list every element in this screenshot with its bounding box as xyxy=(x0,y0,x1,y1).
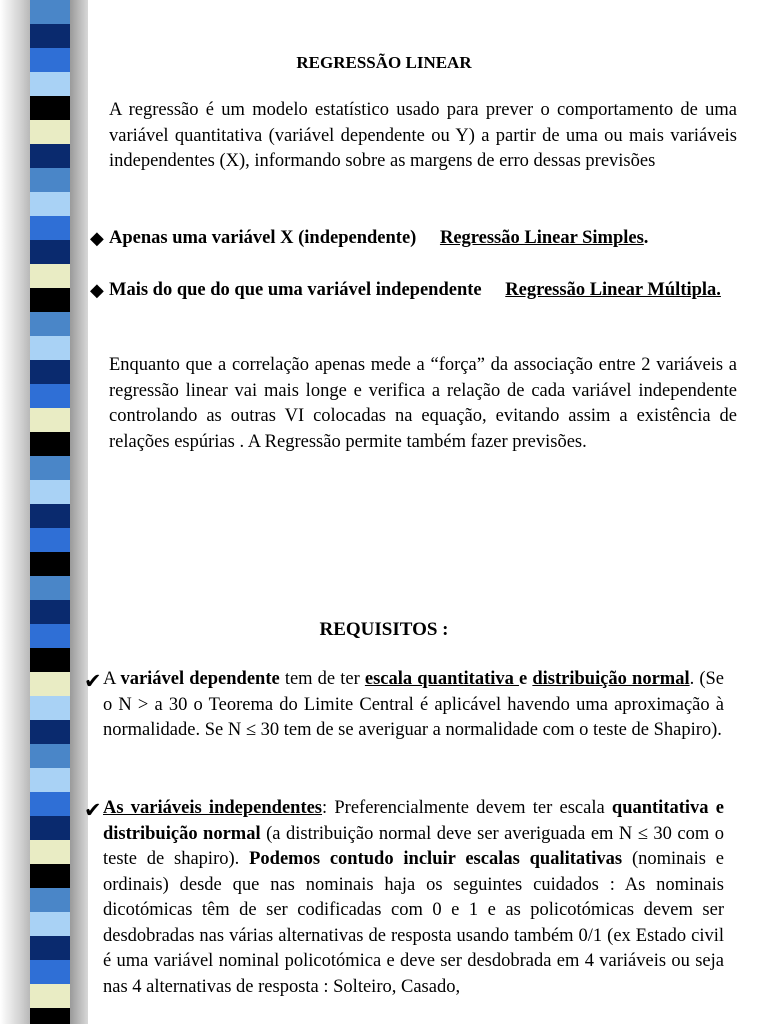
bullet-multiple-regression xyxy=(109,278,737,304)
req2-c: quantitativa e distribuição normal xyxy=(103,798,724,844)
diamond-bullet-icon: ◆ xyxy=(90,280,104,300)
requirement-dependent-variable xyxy=(103,667,724,744)
simple-regression-link: Regressão Linear Simples xyxy=(420,228,625,248)
slide-2 xyxy=(0,576,768,1024)
decorative-stripes xyxy=(30,0,70,576)
requirements-title: REQUISITOS : xyxy=(319,619,449,640)
left-shade xyxy=(0,576,30,1024)
req1-normal-distribution: distribuição normal xyxy=(532,669,690,689)
req1-quantitative-scale: escala quantitativa xyxy=(364,669,520,689)
diamond-bullet-icon: ◆ xyxy=(90,228,104,248)
bullet-end: . xyxy=(624,228,630,248)
checkmark-icon: ✔ xyxy=(84,669,102,693)
bullet-simple-regression xyxy=(109,226,737,252)
multiple-regression-link: Regressão Linear Múltipla. xyxy=(486,280,702,300)
req1-h: . (Se o N > a 30 o Teorema do Limite Central é aplicável havendo uma aproximação à normalidade. Se N ≤ 30 tem de se averiguar a normalidade com o teste de Shapiro). xyxy=(103,669,724,740)
checkmark-icon: ✔ xyxy=(84,798,102,822)
req1-b: variável dependente xyxy=(120,669,280,689)
req1-a: A xyxy=(103,669,121,689)
req2-e: Podemos contudo incluir escalas qualitativas xyxy=(249,849,623,869)
req2-d: (a distribuição normal deve ser averiguada em N ≤ 30 com o teste de shapiro). xyxy=(103,823,724,869)
req2-b: : Preferencialmente devem ter escala xyxy=(322,798,612,818)
req1-e: e xyxy=(519,669,528,689)
req2-independent-variables: As variáveis independentes xyxy=(103,798,323,818)
decorative-stripes xyxy=(30,576,70,1024)
grey-bar xyxy=(70,0,88,576)
slide-title: REGRESSÃO LINEAR xyxy=(296,53,472,72)
intro-paragraph: A regressão é um modelo estatístico usado para prever o comportamento de uma variável quantitativa (variável dependente ou Y) a partir de uma ou mais variáveis independentes (X), informando sobre as margens de erro dessas previsões xyxy=(109,100,737,171)
req1-c: tem de ter xyxy=(279,669,365,689)
requirement-independent-variables xyxy=(103,796,724,1000)
bullet-text: Mais do que do que uma variável independente xyxy=(109,280,487,300)
bullet-text: Apenas uma variável X (independente) xyxy=(109,228,421,248)
correlation-paragraph: Enquanto que a correlação apenas mede a “força” da associação entre 2 variáveis a regressão linear vai mais longe e verifica a relação de cada variável independente controlando as outras VI colocadas na equação, evitando assim a existência de relações espúrias . A Regressão permite também fazer previsões. xyxy=(109,355,737,452)
req2-f: (nominais e ordinais) desde que nas nominais haja os seguintes cuidados : As nominais dicotómicas têm de ser codificadas com 0 e 1 e as policotómicas devem ser desdobradas nas várias alternativas de resposta usando também 0/1 (ex Estado civil é uma variável nominal policotómica e deve ser desdobrada em 4 variáveis ou seja nas 4 alternativas de resposta : Solteiro, Casado, xyxy=(103,849,724,997)
left-shade xyxy=(0,0,30,576)
